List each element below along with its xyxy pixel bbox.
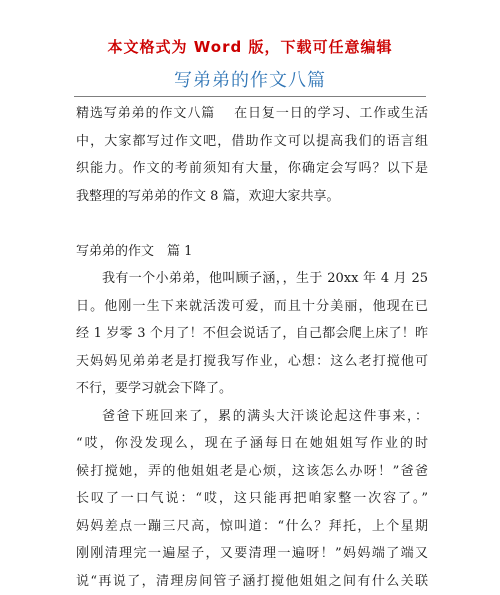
para1-line-1: 我有一个小弟弟，他叫顾子涵，，生于 20xx 年 4 月 25 — [76, 265, 428, 293]
para2-line-5: 妈妈差点一蹦三尺高，惊叫道：“什么？拜托，上个星期 — [76, 513, 428, 541]
intro-line-1: 精选写弟弟的作文八篇 在日复一日的学习、工作或生活 — [76, 100, 428, 128]
para2-line-4: 长叹了一口气说：“哎，这只能再把咱家整一次容了。” — [76, 485, 428, 513]
para2-line-1: 爸爸下班回来了，累的满头大汗谈论起这件事来，： — [76, 403, 428, 431]
document-title: 写弟弟的作文八篇 — [0, 66, 500, 92]
document-body — [76, 100, 428, 595]
title-divider — [74, 96, 426, 97]
paragraph-gap — [76, 210, 428, 238]
intro-line-3: 织能力。作文的考前须知有大量，你确定会写吗？以下是 — [76, 155, 428, 183]
para1-line-2: 日。他刚一生下来就活泼可爱，而且十分美丽，他现在已 — [76, 293, 428, 321]
intro-line-2: 中，大家都写过作文吧，借助作文可以提高我们的语言组 — [76, 128, 428, 156]
paragraph-1 — [76, 265, 428, 403]
para2-line-6: 刚刚清理完一遍屋子，又要清理一遍呀！”妈妈端了端又 — [76, 540, 428, 568]
intro-paragraph — [76, 100, 428, 210]
para1-line-3: 经 1 岁零 3 个月了！不但会说话了，自己都会爬上床了！昨 — [76, 320, 428, 348]
para2-line-3: 候打搅她，弄的他姐姐老是心烦，这该怎么办呀！”爸爸 — [76, 458, 428, 486]
paragraph-2 — [76, 403, 428, 595]
section-heading: 写弟弟的作文 篇 1 — [76, 238, 428, 266]
para1-line-4: 天妈妈见弟弟老是打搅我写作业，心想：这么老打搅他可 — [76, 348, 428, 376]
para2-line-7: 说“再说了，清理房间管子涵打搅他姐姐之间有什么关联 — [76, 568, 428, 595]
format-notice-banner: 本文格式为 Word 版，下载可任意编辑 — [0, 36, 500, 57]
intro-line-4: 我整理的写弟弟的作文 8 篇，欢迎大家共享。 — [76, 183, 428, 211]
para1-line-5: 不行，要学习就会下降了。 — [76, 375, 428, 403]
para2-line-2: “哎，你没发现么，现在子涵每日在她姐姐写作业的时 — [76, 430, 428, 458]
